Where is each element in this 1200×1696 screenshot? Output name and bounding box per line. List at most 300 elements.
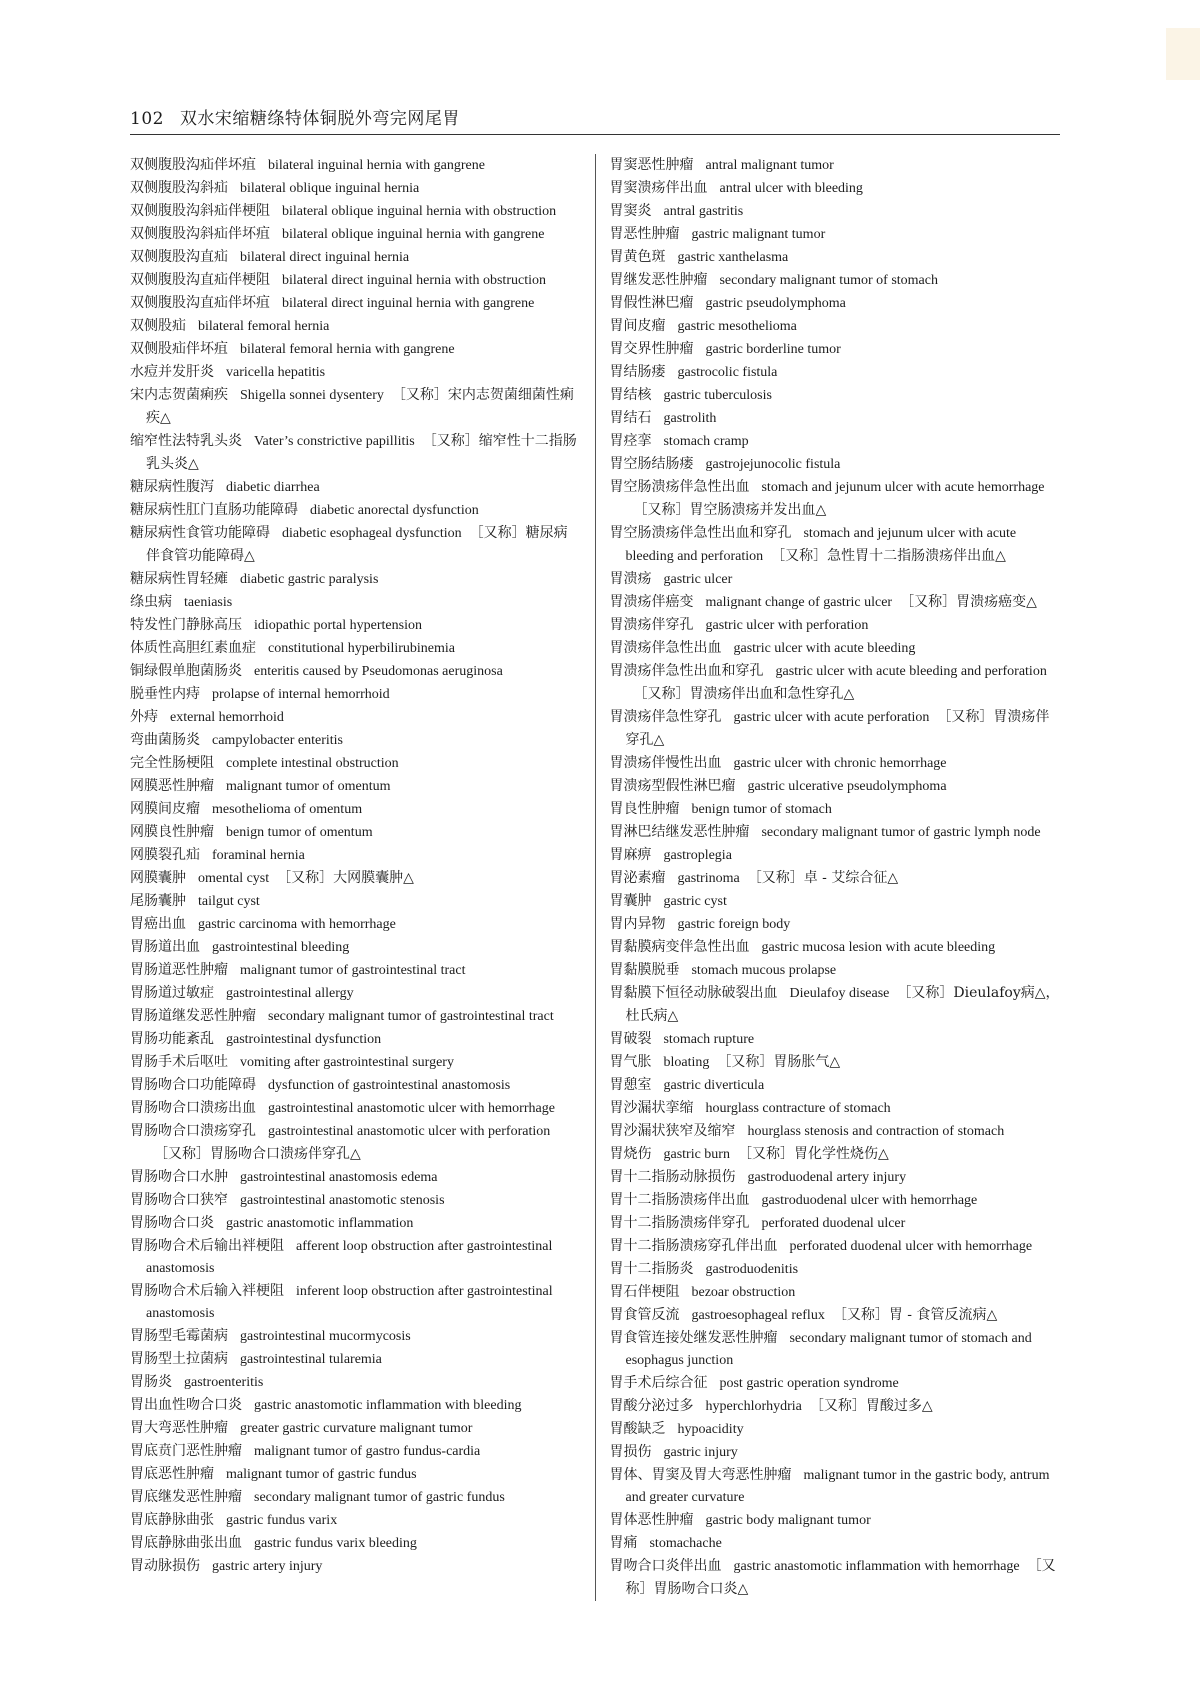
entry-english-term: antral ulcer with bleeding — [719, 181, 863, 196]
dictionary-entry — [130, 1074, 581, 1097]
dictionary-entry — [609, 1028, 1060, 1051]
dictionary-entry — [130, 223, 581, 246]
entry-english-term: external hemorrhoid — [170, 710, 284, 725]
entry-alias: ［又称］胃溃疡伴出血和急性穿孔△ — [633, 686, 855, 702]
entry-english-term: bilateral oblique inguinal hernia with gangrene — [282, 227, 545, 242]
entry-chinese-term: 胃空肠溃疡伴急性出血和穿孔 — [609, 525, 792, 541]
entry-chinese-term: 胃窦炎 — [609, 203, 652, 219]
dictionary-entry — [130, 1120, 581, 1166]
entry-chinese-term: 双侧腹股沟直疝伴坏疽 — [130, 295, 270, 311]
dictionary-entry — [130, 1509, 581, 1532]
dictionary-entry — [130, 499, 581, 522]
dictionary-entry — [130, 1532, 581, 1555]
dictionary-entry — [609, 522, 1060, 568]
entry-alias: ［又称］胃化学性烧伤△ — [737, 1146, 889, 1162]
entry-english-term: malignant tumor in the gastric body, antrum and greater curvature — [625, 1468, 1050, 1505]
entry-chinese-term: 胃十二指肠溃疡伴出血 — [609, 1192, 750, 1208]
entry-chinese-term: 胃十二指肠溃疡穿孔伴出血 — [609, 1238, 778, 1254]
page-corner-tint — [1166, 28, 1200, 80]
dictionary-entry — [130, 1235, 581, 1280]
entry-english-term: gastrointestinal dysfunction — [226, 1032, 382, 1047]
entry-english-term: gastric borderline tumor — [705, 342, 841, 357]
entry-alias: ［又称］糖尿病伴食管功能障碍△ — [146, 525, 568, 564]
dictionary-entry — [130, 246, 581, 269]
entry-chinese-term: 双侧腹股沟疝伴坏疽 — [130, 157, 256, 173]
entry-chinese-term: 胃黄色斑 — [609, 249, 666, 265]
dictionary-entry — [609, 775, 1060, 798]
entry-chinese-term: 胃溃疡伴急性穿孔 — [609, 709, 722, 725]
entry-chinese-term: 胃肠吻合术后输出袢梗阻 — [130, 1238, 284, 1254]
entry-english-term: stomach cramp — [663, 434, 749, 449]
entry-english-term: gastrinoma — [677, 871, 740, 886]
entry-english-term: gastrointestinal anastomotic stenosis — [240, 1193, 445, 1208]
dictionary-entry — [130, 660, 581, 683]
entry-chinese-term: 胃底贲门恶性肿瘤 — [130, 1443, 242, 1459]
entry-english-term: post gastric operation syndrome — [719, 1376, 899, 1391]
dictionary-entry — [609, 361, 1060, 384]
entry-chinese-term: 胃结肠瘘 — [609, 364, 666, 380]
dictionary-entry — [609, 1143, 1060, 1166]
entry-alias: ［又称］胃肠吻合口炎△ — [625, 1558, 1056, 1597]
entry-english-term: malignant tumor of omentum — [226, 779, 391, 794]
dictionary-entry — [609, 315, 1060, 338]
entry-alias: ［又称］卓 - 艾综合征△ — [747, 870, 899, 886]
dictionary-entry — [130, 683, 581, 706]
entry-english-term: gastric ulcer with acute bleeding — [733, 641, 916, 656]
entry-english-term: gastroduodenal artery injury — [747, 1170, 907, 1185]
entry-alias: ［又称］胃溃疡伴穿孔△ — [625, 709, 1050, 748]
dictionary-entry — [609, 223, 1060, 246]
entry-chinese-term: 胃良性肿瘤 — [609, 801, 680, 817]
entry-english-term: foraminal hernia — [212, 848, 305, 863]
entry-chinese-term: 胃吻合口炎伴出血 — [609, 1558, 722, 1574]
entry-english-term: secondary malignant tumor of stomach — [719, 273, 938, 288]
dictionary-entry — [130, 384, 581, 430]
entry-chinese-term: 胃体、胃窦及胃大弯恶性肿瘤 — [609, 1467, 792, 1483]
entry-chinese-term: 双侧股疝 — [130, 318, 186, 334]
dictionary-entry — [609, 821, 1060, 844]
entry-chinese-term: 胃结核 — [609, 387, 652, 403]
entry-english-term: bilateral oblique inguinal hernia — [240, 181, 420, 196]
entry-english-term: secondary malignant tumor of gastrointestinal tract — [268, 1009, 554, 1024]
entry-chinese-term: 缩窄性法特乳头炎 — [130, 433, 242, 449]
entry-chinese-term: 特发性门静脉高压 — [130, 617, 242, 633]
entry-english-term: complete intestinal obstruction — [226, 756, 399, 771]
entry-chinese-term: 胃十二指肠动脉损伤 — [609, 1169, 736, 1185]
entry-english-term: mesothelioma of omentum — [212, 802, 363, 817]
entry-chinese-term: 胃底静脉曲张出血 — [130, 1535, 242, 1551]
entry-english-term: inferent loop obstruction after gastrointestinal anastomosis — [146, 1284, 553, 1321]
entry-english-term: gastric anastomotic inflammation — [226, 1216, 414, 1231]
entry-alias: ［又称］Dieulafoy病△，杜氏病△ — [625, 985, 1060, 1024]
entry-chinese-term: 胃溃疡伴急性出血和穿孔 — [609, 663, 764, 679]
dictionary-entry — [609, 1051, 1060, 1074]
dictionary-entry — [609, 1212, 1060, 1235]
entry-chinese-term: 胃破裂 — [609, 1031, 652, 1047]
dictionary-entry — [609, 292, 1060, 315]
entry-chinese-term: 胃黏膜下恒径动脉破裂出血 — [609, 985, 778, 1001]
dictionary-entry — [130, 637, 581, 660]
entry-chinese-term: 胃肠道恶性肿瘤 — [130, 962, 228, 978]
entry-english-term: gastroenteritis — [184, 1375, 264, 1390]
entry-alias: ［又称］大网膜囊肿△ — [277, 870, 414, 886]
entry-chinese-term: 胃肠吻合口炎 — [130, 1215, 214, 1231]
dictionary-entry — [130, 1463, 581, 1486]
dictionary-entry — [130, 200, 581, 223]
entry-chinese-term: 双侧腹股沟直疝 — [130, 249, 228, 265]
entry-english-term: diabetic esophageal dysfunction — [282, 526, 462, 541]
dictionary-entry — [609, 1395, 1060, 1418]
entry-alias: ［又称］急性胃十二指肠溃疡伴出血△ — [771, 548, 1006, 564]
dictionary-entry — [130, 154, 581, 177]
running-header — [130, 104, 1060, 135]
entry-english-term: gastric ulcer with perforation — [705, 618, 869, 633]
entry-chinese-term: 胃肠道继发恶性肿瘤 — [130, 1008, 256, 1024]
entry-english-term: varicella hepatitis — [226, 365, 326, 380]
dictionary-entry — [609, 1166, 1060, 1189]
entry-chinese-term: 胃肠吻合口溃疡出血 — [130, 1100, 256, 1116]
entry-alias: ［又称］胃酸过多△ — [809, 1398, 933, 1414]
column-divider — [595, 154, 596, 1601]
entry-chinese-term: 胃肠道出血 — [130, 939, 200, 955]
entry-english-term: malignant tumor of gastrointestinal tract — [240, 963, 466, 978]
entry-chinese-term: 糖尿病性肛门直肠功能障碍 — [130, 502, 298, 518]
dictionary-entry — [130, 982, 581, 1005]
page-number: 102 — [130, 109, 164, 129]
entry-english-term: gastrointestinal tularemia — [240, 1352, 382, 1367]
entry-english-term: gastric ulcerative pseudolymphoma — [747, 779, 947, 794]
entry-english-term: Shigella sonnei dysentery — [240, 388, 384, 403]
dictionary-entry — [130, 1440, 581, 1463]
entry-english-term: gastric fundus varix bleeding — [254, 1536, 417, 1551]
entry-chinese-term: 胃空肠结肠瘘 — [609, 456, 694, 472]
entry-english-term: gastroduodenal ulcer with hemorrhage — [761, 1193, 978, 1208]
dictionary-entry — [609, 200, 1060, 223]
entry-chinese-term: 胃食管连接处继发恶性肿瘤 — [609, 1330, 778, 1346]
entry-english-term: malignant tumor of gastro fundus-cardia — [254, 1444, 481, 1459]
entry-english-term: gastric ulcer with acute perforation — [733, 710, 930, 725]
dictionary-entry — [130, 1189, 581, 1212]
dictionary-entry — [609, 1532, 1060, 1555]
entry-english-term: gastric burn — [663, 1147, 730, 1162]
dictionary-entry — [609, 453, 1060, 476]
dictionary-entry — [609, 706, 1060, 752]
entry-chinese-term: 双侧股疝伴坏疽 — [130, 341, 228, 357]
entry-chinese-term: 胃溃疡伴穿孔 — [609, 617, 694, 633]
dictionary-entry — [130, 1166, 581, 1189]
dictionary-entry — [609, 982, 1060, 1028]
dictionary-entry — [130, 844, 581, 867]
dictionary-entry — [130, 338, 581, 361]
entry-english-term: bilateral direct inguinal hernia with obstruction — [282, 273, 546, 288]
entry-chinese-term: 胃肠手术后呕吐 — [130, 1054, 228, 1070]
dictionary-entry — [609, 1258, 1060, 1281]
entry-english-term: hyperchlorhydria — [705, 1399, 802, 1414]
dictionary-entry — [609, 844, 1060, 867]
dictionary-entry — [130, 177, 581, 200]
entry-chinese-term: 胃酸缺乏 — [609, 1421, 666, 1437]
entry-english-term: stomach rupture — [663, 1032, 755, 1047]
dictionary-entry — [130, 1028, 581, 1051]
entry-english-term: hourglass stenosis and contraction of stomach — [747, 1124, 1005, 1139]
entry-english-term: secondary malignant tumor of gastric fundus — [254, 1490, 505, 1505]
dictionary-entry — [130, 706, 581, 729]
dictionary-entry — [609, 1120, 1060, 1143]
entry-chinese-term: 胃大弯恶性肿瘤 — [130, 1420, 228, 1436]
header-title: 双水宋缩糖绦特体铜脱外弯完网尾胃 — [179, 109, 460, 129]
entry-chinese-term: 胃气胀 — [609, 1054, 652, 1070]
entry-english-term: stomach and jejunum ulcer with acute bleeding and perforation — [625, 526, 1017, 564]
entry-english-term: gastrointestinal bleeding — [212, 940, 350, 955]
entry-chinese-term: 胃黏膜病变伴急性出血 — [609, 939, 750, 955]
entry-chinese-term: 胃痛 — [609, 1535, 638, 1551]
entry-english-term: afferent loop obstruction after gastrointestinal anastomosis — [146, 1239, 553, 1276]
dictionary-entry — [609, 798, 1060, 821]
entry-english-term: gastric anastomotic inflammation with bleeding — [254, 1398, 522, 1413]
entry-chinese-term: 双侧腹股沟斜疝伴梗阻 — [130, 203, 270, 219]
dictionary-entry — [130, 1325, 581, 1348]
dictionary-entry — [609, 1464, 1060, 1509]
entry-english-term: bilateral direct inguinal hernia with gangrene — [282, 296, 535, 311]
entry-english-term: gastroplegia — [663, 848, 732, 863]
entry-chinese-term: 胃出血性吻合口炎 — [130, 1397, 242, 1413]
entry-alias: ［又称］胃 - 食管反流病△ — [832, 1307, 998, 1323]
entry-english-term: gastric ulcer — [663, 572, 733, 587]
entry-english-term: diabetic gastric paralysis — [240, 572, 379, 587]
entry-chinese-term: 绦虫病 — [130, 594, 172, 610]
entry-english-term: vomiting after gastrointestinal surgery — [240, 1055, 454, 1070]
entry-english-term: gastrolith — [663, 411, 717, 426]
entry-chinese-term: 胃憩室 — [609, 1077, 652, 1093]
entry-chinese-term: 胃空肠溃疡伴急性出血 — [609, 479, 750, 495]
dictionary-entry — [130, 936, 581, 959]
entry-english-term: stomachache — [649, 1536, 722, 1551]
entry-english-term: gastric body malignant tumor — [705, 1513, 871, 1528]
entry-alias: ［又称］宋内志贺菌细菌性痢疾△ — [146, 387, 574, 426]
entry-english-term: taeniasis — [184, 595, 233, 610]
entry-chinese-term: 双侧腹股沟斜疝伴坏疽 — [130, 226, 270, 242]
dictionary-entry — [609, 637, 1060, 660]
dictionary-entry — [609, 890, 1060, 913]
entry-english-term: perforated duodenal ulcer — [761, 1216, 906, 1231]
dictionary-entry — [130, 1348, 581, 1371]
dictionary-entry — [609, 1097, 1060, 1120]
entry-chinese-term: 胃恶性肿瘤 — [609, 226, 680, 242]
entry-english-term: Dieulafoy disease — [789, 986, 890, 1001]
dictionary-entry — [130, 591, 581, 614]
entry-english-term: malignant tumor of gastric fundus — [226, 1467, 417, 1482]
entry-alias: ［又称］胃溃疡癌变△ — [900, 594, 1037, 610]
entry-english-term: idiopathic portal hypertension — [254, 618, 422, 633]
entry-chinese-term: 胃内异物 — [609, 916, 666, 932]
dictionary-entry — [609, 1074, 1060, 1097]
entry-chinese-term: 胃肠型土拉菌病 — [130, 1351, 228, 1367]
dictionary-entry — [130, 959, 581, 982]
dictionary-entry — [130, 1212, 581, 1235]
entry-english-term: dysfunction of gastrointestinal anastomosis — [268, 1078, 511, 1093]
dictionary-entry — [130, 1417, 581, 1440]
entry-english-term: omental cyst — [198, 871, 270, 886]
entry-english-term: gastric mesothelioma — [677, 319, 797, 334]
dictionary-entry — [609, 407, 1060, 430]
dictionary-entry — [609, 752, 1060, 775]
entry-english-term: constitutional hyperbilirubinemia — [268, 641, 456, 656]
entry-english-term: malignant change of gastric ulcer — [705, 595, 893, 610]
entry-english-term: gastric ulcer with chronic hemorrhage — [733, 756, 947, 771]
dictionary-entry — [609, 660, 1060, 706]
entry-chinese-term: 胃底静脉曲张 — [130, 1512, 214, 1528]
entry-english-term: campylobacter enteritis — [212, 733, 343, 748]
entry-english-term: gastrocolic fistula — [677, 365, 778, 380]
entry-chinese-term: 胃肠吻合术后输入袢梗阻 — [130, 1283, 284, 1299]
dictionary-entry — [609, 269, 1060, 292]
entry-english-term: gastric ulcer with acute bleeding and perforation — [775, 664, 1047, 679]
entry-english-term: bilateral inguinal hernia with gangrene — [268, 158, 485, 173]
dictionary-entry — [609, 1235, 1060, 1258]
dictionary-entry — [130, 821, 581, 844]
entry-chinese-term: 双侧腹股沟斜疝 — [130, 180, 228, 196]
entry-chinese-term: 水痘并发肝炎 — [130, 364, 214, 380]
entry-english-term: gastric tuberculosis — [663, 388, 772, 403]
entry-english-term: gastric injury — [663, 1445, 738, 1460]
dictionary-entry — [130, 361, 581, 384]
entry-english-term: stomach and jejunum ulcer with acute hemorrhage — [761, 480, 1045, 495]
entry-chinese-term: 胃窦恶性肿瘤 — [609, 157, 694, 173]
entry-chinese-term: 胃溃疡型假性淋巴瘤 — [609, 778, 736, 794]
entry-chinese-term: 胃溃疡伴慢性出血 — [609, 755, 722, 771]
entry-chinese-term: 胃交界性肿瘤 — [609, 341, 694, 357]
entry-chinese-term: 尾肠囊肿 — [130, 893, 186, 909]
entry-english-term: benign tumor of omentum — [226, 825, 373, 840]
entry-chinese-term: 网膜良性肿瘤 — [130, 824, 214, 840]
dictionary-entry — [609, 936, 1060, 959]
left-column — [130, 154, 581, 1601]
dictionary-entry — [609, 959, 1060, 982]
dictionary-entry — [609, 1327, 1060, 1372]
entry-chinese-term: 胃石伴梗阻 — [609, 1284, 680, 1300]
entry-columns — [130, 154, 1060, 1601]
entry-chinese-term: 胃损伤 — [609, 1444, 652, 1460]
entry-english-term: bloating — [663, 1055, 710, 1070]
dictionary-entry — [609, 338, 1060, 361]
entry-english-term: secondary malignant tumor of gastric lymph node — [761, 825, 1041, 840]
entry-english-term: hypoacidity — [677, 1422, 744, 1437]
entry-chinese-term: 胃继发恶性肿瘤 — [609, 272, 708, 288]
dictionary-entry — [609, 1304, 1060, 1327]
entry-chinese-term: 胃间皮瘤 — [609, 318, 666, 334]
entry-english-term: gastric fundus varix — [226, 1513, 338, 1528]
entry-english-term: gastrojejunocolic fistula — [705, 457, 841, 472]
entry-english-term: gastrointestinal allergy — [226, 986, 354, 1001]
entry-english-term: prolapse of internal hemorrhoid — [212, 687, 390, 702]
dictionary-entry — [130, 1371, 581, 1394]
entry-chinese-term: 胃结石 — [609, 410, 652, 426]
entry-english-term: gastric artery injury — [212, 1559, 323, 1574]
entry-chinese-term: 胃癌出血 — [130, 916, 186, 932]
entry-chinese-term: 胃沙漏状狭窄及缩窄 — [609, 1123, 736, 1139]
dictionary-entry — [130, 430, 581, 476]
entry-chinese-term: 糖尿病性胃轻瘫 — [130, 571, 228, 587]
dictionary-entry — [609, 867, 1060, 890]
dictionary-entry — [130, 1280, 581, 1325]
entry-chinese-term: 胃肠吻合口溃疡穿孔 — [130, 1123, 256, 1139]
entry-chinese-term: 双侧腹股沟直疝伴梗阻 — [130, 272, 270, 288]
entry-english-term: gastric anastomotic inflammation with hemorrhage — [733, 1559, 1020, 1574]
dictionary-entry — [130, 729, 581, 752]
entry-chinese-term: 胃体恶性肿瘤 — [609, 1512, 694, 1528]
entry-english-term: stomach mucous prolapse — [691, 963, 837, 978]
entry-english-term: antral malignant tumor — [705, 158, 834, 173]
entry-english-term: gastrointestinal anastomosis edema — [240, 1170, 438, 1185]
entry-english-term: gastric pseudolymphoma — [705, 296, 846, 311]
dictionary-entry — [130, 476, 581, 499]
entry-chinese-term: 胃溃疡伴癌变 — [609, 594, 694, 610]
entry-chinese-term: 胃肠吻合口功能障碍 — [130, 1077, 256, 1093]
dictionary-entry — [609, 568, 1060, 591]
entry-alias: ［又称］缩窄性十二指肠乳头炎△ — [146, 433, 577, 472]
entry-chinese-term: 胃溃疡伴急性出血 — [609, 640, 722, 656]
entry-english-term: bilateral direct inguinal hernia — [240, 250, 410, 265]
entry-english-term: bilateral oblique inguinal hernia with obstruction — [282, 204, 557, 219]
dictionary-entry — [609, 1418, 1060, 1441]
entry-english-term: gastroesophageal reflux — [691, 1308, 825, 1323]
entry-english-term: diabetic anorectal dysfunction — [310, 503, 479, 518]
entry-english-term: gastrointestinal anastomotic ulcer with perforation — [268, 1124, 551, 1139]
entry-chinese-term: 完全性肠梗阻 — [130, 755, 214, 771]
entry-chinese-term: 胃肠道过敏症 — [130, 985, 214, 1001]
entry-english-term: hourglass contracture of stomach — [705, 1101, 891, 1116]
dictionary-entry — [130, 1486, 581, 1509]
entry-english-term: benign tumor of stomach — [691, 802, 832, 817]
entry-english-term: secondary malignant tumor of stomach and esophagus junction — [625, 1331, 1032, 1368]
entry-chinese-term: 胃底恶性肿瘤 — [130, 1466, 214, 1482]
entry-alias: ［又称］胃肠胀气△ — [717, 1054, 841, 1070]
entry-english-term: greater gastric curvature malignant tumor — [240, 1421, 473, 1436]
entry-chinese-term: 体质性高胆红素血症 — [130, 640, 256, 656]
entry-chinese-term: 胃酸分泌过多 — [609, 1398, 694, 1414]
entry-chinese-term: 网膜间皮瘤 — [130, 801, 200, 817]
entry-chinese-term: 胃肠吻合口狭窄 — [130, 1192, 228, 1208]
entry-chinese-term: 胃泌素瘤 — [609, 870, 666, 886]
dictionary-entry — [609, 430, 1060, 453]
dictionary-entry — [130, 522, 581, 568]
entry-chinese-term: 胃食管反流 — [609, 1307, 680, 1323]
dictionary-entry — [130, 614, 581, 637]
entry-chinese-term: 胃麻痹 — [609, 847, 652, 863]
entry-chinese-term: 胃肠功能紊乱 — [130, 1031, 214, 1047]
dictionary-entry — [130, 775, 581, 798]
dictionary-entry — [609, 1555, 1060, 1601]
entry-chinese-term: 糖尿病性腹泻 — [130, 479, 214, 495]
entry-chinese-term: 胃囊肿 — [609, 893, 652, 909]
entry-english-term: gastrointestinal mucormycosis — [240, 1329, 411, 1344]
dictionary-entry — [130, 568, 581, 591]
dictionary-entry — [130, 867, 581, 890]
dictionary-entry — [609, 1281, 1060, 1304]
entry-chinese-term: 网膜囊肿 — [130, 870, 186, 886]
entry-english-term: bilateral femoral hernia with gangrene — [240, 342, 455, 357]
entry-chinese-term: 胃动脉损伤 — [130, 1558, 200, 1574]
right-column — [609, 154, 1060, 1601]
dictionary-entry — [609, 591, 1060, 614]
entry-chinese-term: 胃底继发恶性肿瘤 — [130, 1489, 242, 1505]
entry-english-term: gastric cyst — [663, 894, 727, 909]
entry-chinese-term: 胃假性淋巴瘤 — [609, 295, 694, 311]
entry-chinese-term: 弯曲菌肠炎 — [130, 732, 200, 748]
dictionary-entry — [130, 1394, 581, 1417]
entry-chinese-term: 胃十二指肠炎 — [609, 1261, 694, 1277]
entry-chinese-term: 胃黏膜脱垂 — [609, 962, 680, 978]
